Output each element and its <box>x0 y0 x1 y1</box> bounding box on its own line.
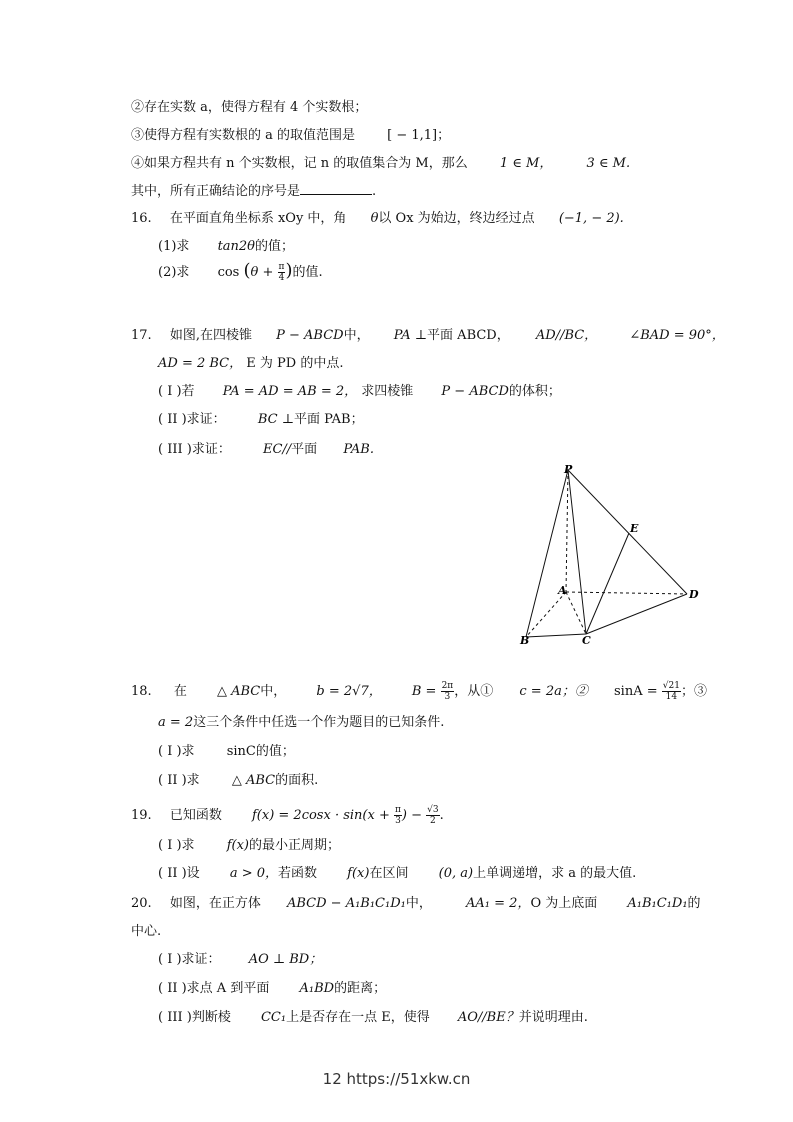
q20-part2-label: ( II )求点 A 到平面 <box>158 981 270 996</box>
answer-blank[interactable] <box>300 182 372 195</box>
q20-part3-text: 上是否存在一点 E，使得 <box>286 1010 430 1025</box>
q16-part1-label: (1)求 <box>158 239 190 254</box>
q20-stem-m3: A₁B₁C₁D₁ <box>627 896 688 911</box>
q17-stem-a: 如图,在四棱锥 <box>169 328 252 343</box>
q17-part1 <box>158 380 561 399</box>
q20-stem-m2: AA₁ = 2， <box>466 896 531 911</box>
edge-BC <box>526 634 586 637</box>
q18-stem <box>131 680 707 702</box>
q19-fraction1: $\frac{\pi}{3}$ <box>394 805 401 826</box>
q20-stem <box>131 892 701 911</box>
label-D: D <box>689 588 699 601</box>
q17-part1-end: 的体积； <box>508 384 561 399</box>
q20-stem-m1: ABCD − A₁B₁C₁D₁ <box>286 896 406 911</box>
q18-stem-d: ；③ <box>680 684 707 699</box>
q19-part1-end: 的最小正周期； <box>248 838 340 853</box>
edge-PD <box>568 470 687 594</box>
q17-part3-math: EC// <box>262 442 292 457</box>
q19-stem <box>131 804 444 826</box>
q17-stem-m3: AD//BC， <box>535 328 598 343</box>
label-P: P <box>564 463 573 476</box>
q17-part2-end: 平面 PAB； <box>293 412 364 427</box>
q19-part2-text2: 在区间 <box>369 866 409 881</box>
q17-line2-text: E 为 PD 的中点. <box>246 356 344 371</box>
q20-part3-label: ( III )判断棱 <box>158 1010 231 1025</box>
q17-part1-math1: PA = AD = AB = 2， <box>222 384 358 399</box>
q20-part3-math1: CC₁ <box>260 1010 287 1025</box>
q18-fraction2: $\frac{√21}{14}$ <box>662 681 680 702</box>
q19-part2 <box>158 862 636 881</box>
q16-fraction: $\frac{\pi}{4}$ <box>278 262 285 283</box>
q20-line2: 中心. <box>131 924 162 939</box>
label-A: A <box>558 584 567 597</box>
q18-part1-math: sinC <box>226 744 256 759</box>
label-B: B <box>520 634 530 647</box>
q18-line2 <box>158 711 444 730</box>
q19-number: 19. <box>131 808 152 823</box>
q18-stem-m3: B = <box>411 684 437 699</box>
q17-part1-text: 求四棱锥 <box>361 384 414 399</box>
edge-CD <box>586 594 687 634</box>
q17-part3-end: PAB. <box>343 442 374 457</box>
q17-part3 <box>158 438 374 457</box>
q15-statement-4-math2: 3 ∈ M. <box>586 156 631 171</box>
q18-line2-math: a = 2 <box>158 715 194 730</box>
edge-EC <box>586 533 629 634</box>
q19-part2-end: 上单调递增，求 a 的最大值. <box>473 866 637 881</box>
q20-stem-c: O 为上底面 <box>530 896 598 911</box>
q19-part1 <box>158 834 340 853</box>
q19-part1-math: f(x) <box>226 838 249 853</box>
q16-part1-math: tan2θ <box>217 239 256 254</box>
q18-number: 18. <box>131 684 152 699</box>
edge-AD-hidden <box>566 592 687 594</box>
q17-stem-c: 平面 ABCD， <box>427 328 510 343</box>
q15-statement-4-text: ④如果方程共有 n 个实数根，记 n 的取值集合为 M，那么 <box>131 156 468 171</box>
q15-statement-4-math1: 1 ∈ M， <box>499 156 553 171</box>
q19-part1-label: ( I )求 <box>158 838 195 853</box>
q20-part1 <box>158 948 322 967</box>
pyramid-figure <box>515 460 705 650</box>
q15-statement-2: ②存在实数 a，使得方程有 4 个实数根； <box>131 100 368 115</box>
q15-answer-text: 其中，所有正确结论的序号是 <box>131 184 301 199</box>
edge-PB <box>526 470 568 637</box>
q16-theta: θ <box>370 211 379 226</box>
q15-statement-4 <box>131 152 630 171</box>
q18-stem-b: 中， <box>260 684 287 699</box>
q16-point: (−1, − 2). <box>558 211 624 226</box>
q18-stem-c: ，从① <box>454 684 494 699</box>
edge-PC <box>568 470 586 634</box>
q20-stem-b: 中， <box>405 896 432 911</box>
label-C: C <box>582 634 591 647</box>
q16-stem-b: 以 Ox 为始边，终边经过点 <box>378 211 535 226</box>
q20-part1-label: ( I )求证： <box>158 952 221 967</box>
q20-stem-a: 如图，在正方体 <box>169 896 261 911</box>
q15-statement-3 <box>131 124 450 143</box>
q19-part2-math2: f(x) <box>347 866 370 881</box>
q16-part1-end: 的值； <box>255 239 295 254</box>
q15-answer-end: . <box>372 184 377 199</box>
q17-stem <box>131 324 725 343</box>
q17-part1-math2: P − ABCD <box>441 384 509 399</box>
q16-part1 <box>158 235 294 254</box>
q17-stem-m2: PA ⊥ <box>393 328 428 343</box>
q17-part1-label: ( I )若 <box>158 384 195 399</box>
q18-part1-end: 的值； <box>255 744 295 759</box>
q19-stem-m2: ) − <box>401 808 423 823</box>
q15-statement-3-math: [ − 1,1]； <box>387 128 451 143</box>
q15-statement-3-text: ③使得方程有实数根的 a 的取值范围是 <box>131 128 356 143</box>
q19-stem-a: 已知函数 <box>169 808 222 823</box>
q17-part3-label: ( III )求证： <box>158 442 231 457</box>
q18-line2-text: 这三个条件中任选一个作为题目的已知条件. <box>193 715 445 730</box>
q17-stem-m4: ∠BAD = 90°， <box>629 328 725 343</box>
q19-stem-end: . <box>439 808 444 823</box>
q17-part3-text: 平面 <box>291 442 318 457</box>
q18-part2-end: 的面积. <box>275 773 319 788</box>
q19-part2-label: ( II )设 <box>158 866 200 881</box>
edge-PA-hidden <box>566 470 568 592</box>
q20-part2-math: A₁BD <box>299 981 335 996</box>
q18-part1-label: ( I )求 <box>158 744 195 759</box>
q17-number: 17. <box>131 328 152 343</box>
q18-stem-a: 在 <box>173 684 187 699</box>
q17-part2-label: ( II )求证： <box>158 412 226 427</box>
q16-part2-cos: cos <box>217 265 240 280</box>
label-E: E <box>630 522 639 535</box>
q18-stem-m2: b = 2√7， <box>316 684 382 699</box>
q16-stem-a: 在平面直角坐标系 xOy 中，角 <box>169 211 347 226</box>
q16-number: 16. <box>131 211 152 226</box>
q17-stem-b: 中， <box>343 328 370 343</box>
q18-stem-m5: sinA = <box>614 684 658 699</box>
q18-part2 <box>158 769 318 788</box>
q19-stem-m1: f(x) = 2cosx · sin(x + <box>251 808 390 823</box>
q20-part2 <box>158 977 386 996</box>
q20-part3-end: 并说明理由. <box>518 1010 588 1025</box>
q18-part1 <box>158 740 295 759</box>
q16-part2-theta: θ + <box>250 265 274 280</box>
q20-part3-math2: AO//BE？ <box>457 1010 519 1025</box>
q18-part2-label: ( II )求 <box>158 773 200 788</box>
q19-part2-math3: (0, a) <box>438 866 474 881</box>
q19-fraction2: $\frac{√3}{2}$ <box>427 805 439 826</box>
edge-AC-hidden <box>566 592 586 634</box>
q19-part2-text1: 若函数 <box>278 866 318 881</box>
q16-part2-end: 的值. <box>292 265 323 280</box>
q17-stem-m1: P − ABCD <box>276 328 344 343</box>
q20-number: 20. <box>131 896 152 911</box>
q18-stem-m4: c = 2a；② <box>519 684 588 699</box>
q16-part2: (2)求 cos (θ + $\frac{\pi}{4}$ )的值. <box>158 260 323 283</box>
q15-answer-line <box>131 180 376 199</box>
q17-part2-math: BC ⊥ <box>257 412 294 427</box>
q17-line2 <box>158 352 343 371</box>
q20-stem-d: 的 <box>687 896 701 911</box>
q20-part1-math: AO ⊥ BD； <box>248 952 323 967</box>
q19-part2-math1: a > 0， <box>229 866 279 881</box>
q16-part2-label: (2)求 <box>158 265 190 280</box>
q18-fraction1: $\frac{2\pi}{3}$ <box>441 681 454 702</box>
q18-stem-m1: △ ABC <box>216 684 261 699</box>
q16-stem <box>131 207 624 226</box>
q17-part2 <box>158 408 364 427</box>
q17-line2-math: AD = 2 BC， <box>158 356 243 371</box>
q20-part2-end: 的距离； <box>334 981 387 996</box>
q20-part3 <box>158 1006 588 1025</box>
page-footer[interactable]: 12 https://51xkw.cn <box>322 1070 471 1088</box>
q18-part2-math: △ ABC <box>231 773 276 788</box>
